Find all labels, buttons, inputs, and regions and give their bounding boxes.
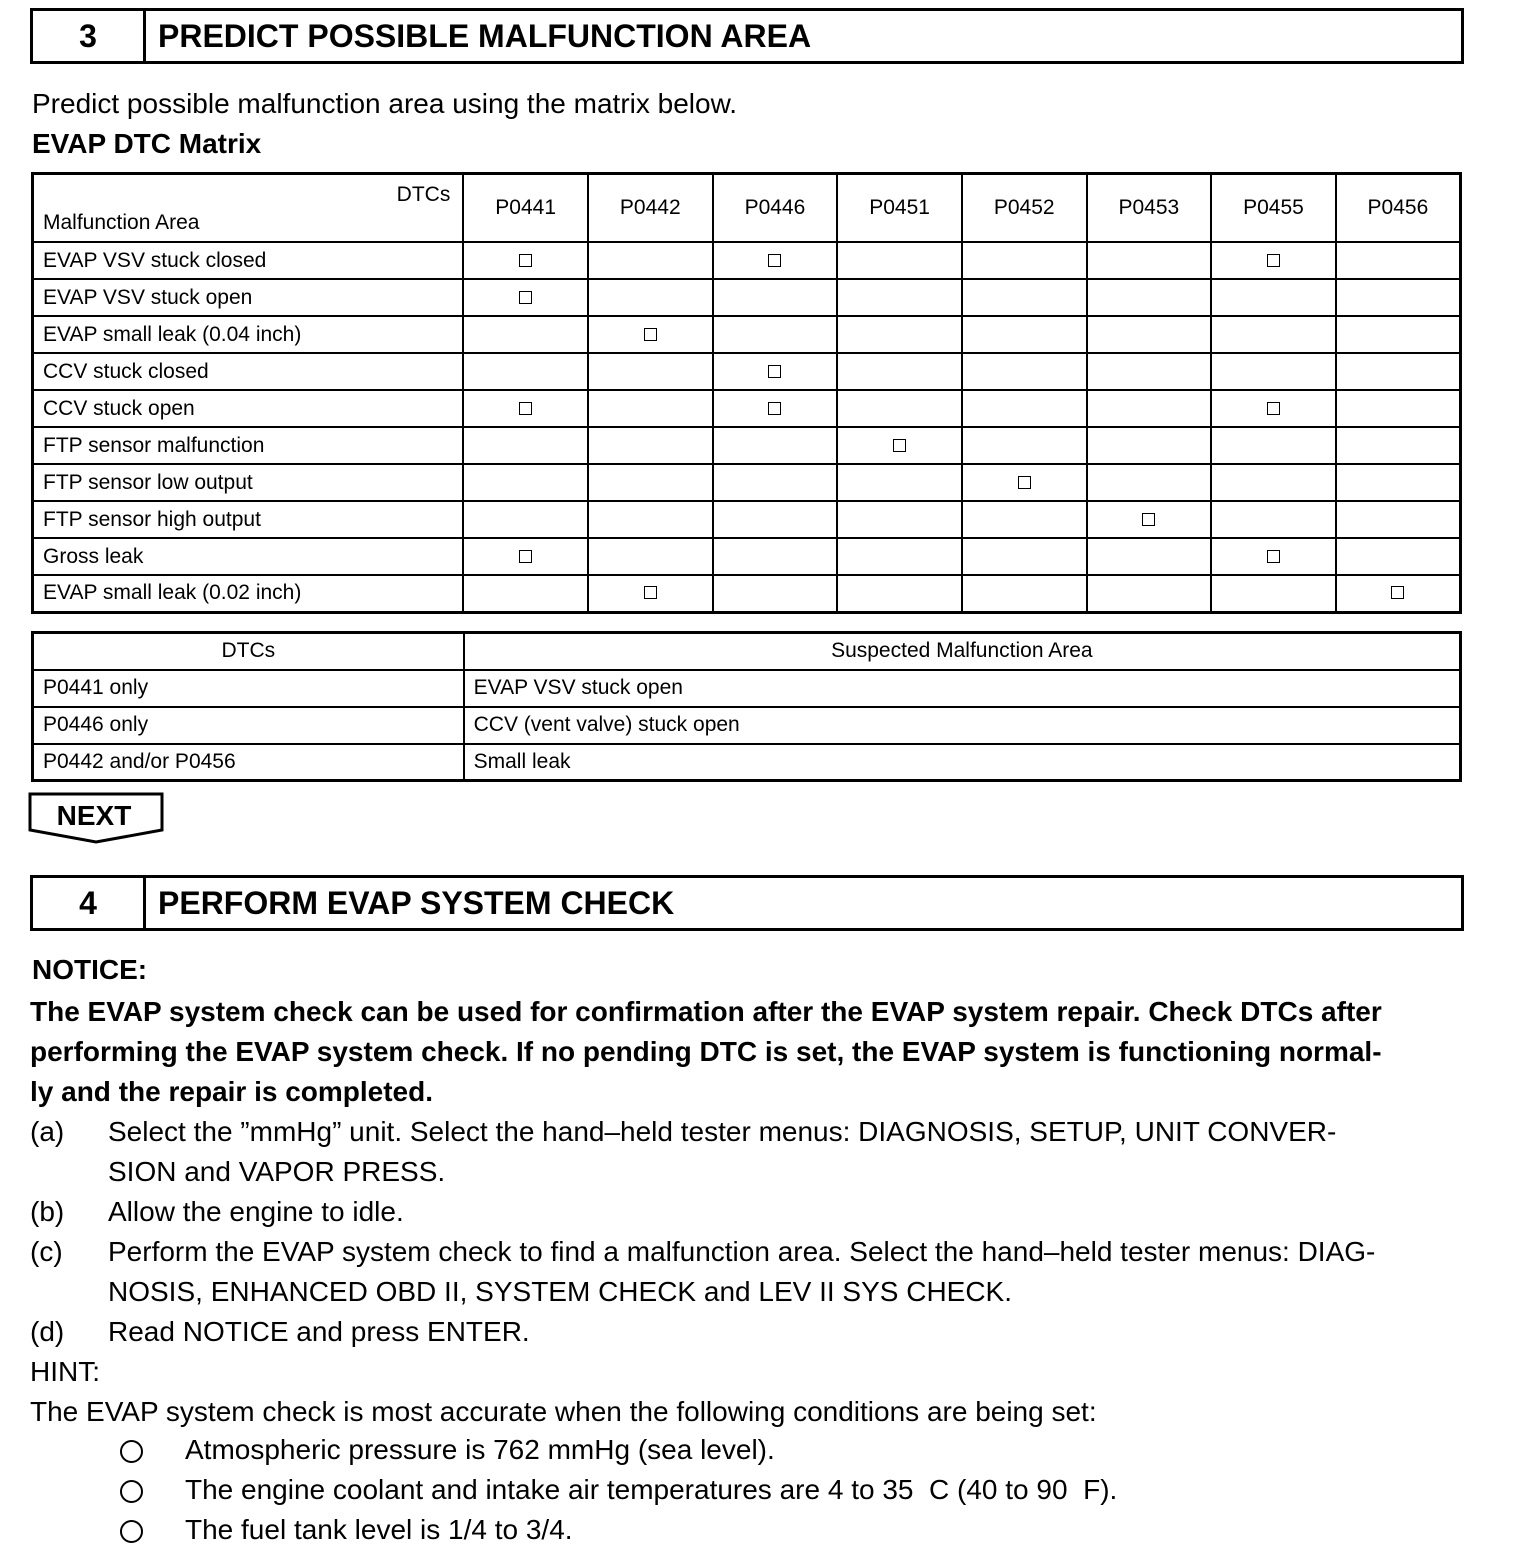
checkbox-mark-icon [519, 291, 532, 304]
matrix-cell [837, 242, 962, 279]
matrix-cell [1211, 538, 1336, 575]
step-item-a [30, 1112, 1470, 1192]
matrix-cell [1336, 390, 1461, 427]
checkbox-mark-icon [768, 365, 781, 378]
matrix-cell [962, 316, 1087, 353]
matrix-cell [588, 501, 713, 538]
matrix-cell [962, 501, 1087, 538]
suspect-area: Small leak [464, 744, 1461, 781]
matrix-cell [588, 538, 713, 575]
matrix-cell [837, 316, 962, 353]
matrix-row [33, 242, 1461, 279]
suspect-area: CCV (vent valve) stuck open [464, 707, 1461, 744]
checkbox-mark-icon [519, 254, 532, 267]
matrix-cell [713, 242, 838, 279]
notice-line: The EVAP system check can be used for confirmation after the EVAP system repair. Check DTCs after [30, 996, 1382, 1027]
step-line: Perform the EVAP system check to find a malfunction area. Select the hand–held tester menus: DIAG- [108, 1236, 1376, 1267]
next-button-label: NEXT [56, 800, 132, 831]
notice-label: NOTICE: [32, 954, 148, 985]
condition-text: The fuel tank level is 1/4 to 3/4. [185, 1514, 573, 1545]
step-item-c [30, 1232, 1470, 1312]
matrix-cell [1087, 464, 1212, 501]
checkbox-mark-icon [768, 254, 781, 267]
matrix-cell [588, 279, 713, 316]
checkbox-mark-icon [1267, 550, 1280, 563]
matrix-cell [837, 575, 962, 612]
matrix-cell [1336, 242, 1461, 279]
matrix-cell [713, 279, 838, 316]
matrix-cell [1211, 242, 1336, 279]
matrix-cell [1211, 464, 1336, 501]
suspect-header-area: Suspected Malfunction Area [464, 633, 1461, 670]
matrix-column-header: P0456 [1336, 174, 1461, 243]
matrix-cell [713, 464, 838, 501]
matrix-column-header: P0452 [962, 174, 1087, 243]
hint-text: The EVAP system check is most accurate when the following conditions are being set: [30, 1396, 1097, 1427]
matrix-cell [713, 427, 838, 464]
matrix-cell [588, 464, 713, 501]
checkbox-mark-icon [1267, 254, 1280, 267]
conditions-list [120, 1430, 1117, 1550]
malfunction-area-label: FTP sensor low output [33, 464, 464, 501]
matrix-cell [962, 242, 1087, 279]
matrix-cell [713, 575, 838, 612]
step-3-header [30, 8, 1464, 64]
matrix-cell [1336, 464, 1461, 501]
step-title: PREDICT POSSIBLE MALFUNCTION AREA [158, 17, 812, 54]
matrix-row [33, 501, 1461, 538]
matrix-cell [962, 464, 1087, 501]
matrix-cell [1087, 501, 1212, 538]
matrix-column-header: P0441 [463, 174, 588, 243]
matrix-cell [837, 464, 962, 501]
matrix-cell [713, 501, 838, 538]
malfunction-area-label: EVAP VSV stuck closed [33, 242, 464, 279]
checkbox-mark-icon [893, 439, 906, 452]
matrix-cell [463, 575, 588, 612]
condition-item [120, 1470, 1117, 1510]
matrix-row [33, 464, 1461, 501]
matrix-cell [588, 427, 713, 464]
matrix-column-header: P0453 [1087, 174, 1212, 243]
matrix-cell [962, 575, 1087, 612]
condition-item [120, 1430, 1117, 1470]
matrix-cell [588, 353, 713, 390]
matrix-cell [463, 242, 588, 279]
matrix-cell [713, 538, 838, 575]
matrix-cell [1211, 353, 1336, 390]
matrix-cell [463, 427, 588, 464]
step-number: 4 [33, 878, 146, 928]
matrix-cell [1211, 279, 1336, 316]
matrix-cell [837, 390, 962, 427]
circle-bullet-icon [120, 1520, 143, 1543]
suspect-dtc: P0441 only [33, 670, 464, 707]
matrix-cell [463, 390, 588, 427]
matrix-row [33, 279, 1461, 316]
matrix-cell [1211, 575, 1336, 612]
malfunction-area-label: FTP sensor high output [33, 501, 464, 538]
matrix-cell [962, 427, 1087, 464]
matrix-cell [1336, 279, 1461, 316]
matrix-column-header: P0455 [1211, 174, 1336, 243]
step-line: Select the ”mmHg” unit. Select the hand–held tester menus: DIAGNOSIS, SETUP, UNIT CONVER- [108, 1116, 1337, 1147]
step-line: NOSIS, ENHANCED OBD II, SYSTEM CHECK and LEV II SYS CHECK. [108, 1276, 1013, 1307]
matrix-cell [1211, 427, 1336, 464]
malfunction-area-label: FTP sensor malfunction [33, 427, 464, 464]
malfunction-area-label: EVAP VSV stuck open [33, 279, 464, 316]
matrix-cell [713, 353, 838, 390]
step-number: 3 [33, 11, 146, 61]
matrix-cell [1087, 427, 1212, 464]
corner-area-label: Malfunction Area [43, 211, 200, 234]
circle-bullet-icon [120, 1440, 143, 1463]
checkbox-mark-icon [1267, 402, 1280, 415]
matrix-cell [962, 390, 1087, 427]
matrix-cell [1336, 316, 1461, 353]
matrix-cell [1336, 538, 1461, 575]
intro-text: Predict possible malfunction area using the matrix below. [32, 88, 738, 119]
matrix-row [33, 390, 1461, 427]
matrix-cell [463, 538, 588, 575]
step-line: SION and VAPOR PRESS. [108, 1156, 446, 1187]
matrix-cell [1087, 279, 1212, 316]
malfunction-area-label: CCV stuck open [33, 390, 464, 427]
matrix-cell [1087, 242, 1212, 279]
step-label: (b) [30, 1196, 65, 1227]
step-item-b [30, 1192, 1470, 1232]
matrix-cell [837, 427, 962, 464]
matrix-row [33, 316, 1461, 353]
step-4-header [30, 875, 1464, 931]
checkbox-mark-icon [1142, 513, 1155, 526]
checkbox-mark-icon [644, 586, 657, 599]
matrix-cell [588, 242, 713, 279]
notice-line: ly and the repair is completed. [30, 1076, 434, 1107]
matrix-row [33, 575, 1461, 612]
matrix-title: EVAP DTC Matrix [32, 128, 262, 159]
matrix-column-header: P0446 [713, 174, 838, 243]
matrix-cell [588, 390, 713, 427]
matrix-cell [463, 501, 588, 538]
checkbox-mark-icon [768, 402, 781, 415]
matrix-cell [837, 501, 962, 538]
matrix-cell [1211, 390, 1336, 427]
suspected-malfunction-table [31, 631, 1462, 782]
matrix-cell [463, 279, 588, 316]
step-line: Allow the engine to idle. [108, 1196, 404, 1227]
matrix-cell [962, 353, 1087, 390]
matrix-cell [962, 279, 1087, 316]
malfunction-area-label: EVAP small leak (0.04 inch) [33, 316, 464, 353]
matrix-cell [713, 316, 838, 353]
malfunction-area-label: Gross leak [33, 538, 464, 575]
checkbox-mark-icon [1018, 476, 1031, 489]
suspect-row [33, 707, 1461, 744]
malfunction-area-label: CCV stuck closed [33, 353, 464, 390]
matrix-header-row [33, 174, 1461, 243]
next-button[interactable] [28, 792, 164, 844]
checkbox-mark-icon [519, 402, 532, 415]
matrix-cell [1087, 353, 1212, 390]
matrix-cell [962, 538, 1087, 575]
matrix-column-header: P0451 [837, 174, 962, 243]
matrix-corner-cell [33, 174, 464, 243]
suspect-row [33, 744, 1461, 781]
matrix-row [33, 353, 1461, 390]
matrix-cell [837, 353, 962, 390]
notice-line: performing the EVAP system check. If no pending DTC is set, the EVAP system is functioning normal- [30, 1036, 1382, 1067]
matrix-row [33, 427, 1461, 464]
matrix-cell [1336, 427, 1461, 464]
matrix-cell [588, 316, 713, 353]
suspect-dtc: P0442 and/or P0456 [33, 744, 464, 781]
step-line: Read NOTICE and press ENTER. [108, 1316, 530, 1347]
matrix-cell [1336, 501, 1461, 538]
condition-text: The engine coolant and intake air temperatures are 4 to 35 C (40 to 90 F). [185, 1474, 1118, 1505]
condition-item [120, 1510, 1117, 1550]
matrix-cell [588, 575, 713, 612]
suspect-dtc: P0446 only [33, 707, 464, 744]
suspect-row [33, 670, 1461, 707]
matrix-cell [1336, 575, 1461, 612]
matrix-column-header: P0442 [588, 174, 713, 243]
step-item-d [30, 1312, 1470, 1352]
notice-text [30, 992, 1470, 1112]
corner-dtcs-label: DTCs [396, 183, 451, 206]
hint-label: HINT: [30, 1356, 100, 1387]
matrix-cell [1211, 316, 1336, 353]
matrix-cell [1211, 501, 1336, 538]
suspect-area: EVAP VSV stuck open [464, 670, 1461, 707]
malfunction-area-label: EVAP small leak (0.02 inch) [33, 575, 464, 612]
suspect-header-row [33, 633, 1461, 670]
matrix-cell [1087, 316, 1212, 353]
matrix-cell [1087, 390, 1212, 427]
matrix-cell [1087, 538, 1212, 575]
checkbox-mark-icon [519, 550, 532, 563]
matrix-cell [463, 464, 588, 501]
step-title: PERFORM EVAP SYSTEM CHECK [158, 884, 675, 921]
suspect-header-dtcs: DTCs [33, 633, 464, 670]
step-label: (a) [30, 1116, 65, 1147]
matrix-cell [1087, 575, 1212, 612]
matrix-cell [463, 316, 588, 353]
procedure-steps [30, 1112, 1470, 1432]
matrix-cell [463, 353, 588, 390]
evap-dtc-matrix [31, 172, 1462, 614]
checkbox-mark-icon [1391, 586, 1404, 599]
step-label: (d) [30, 1316, 65, 1347]
matrix-cell [1336, 353, 1461, 390]
matrix-cell [837, 538, 962, 575]
matrix-cell [713, 390, 838, 427]
step-label: (c) [30, 1236, 63, 1267]
matrix-row [33, 538, 1461, 575]
checkbox-mark-icon [644, 328, 657, 341]
matrix-cell [837, 279, 962, 316]
condition-text: Atmospheric pressure is 762 mmHg (sea level). [185, 1434, 775, 1465]
circle-bullet-icon [120, 1480, 143, 1503]
